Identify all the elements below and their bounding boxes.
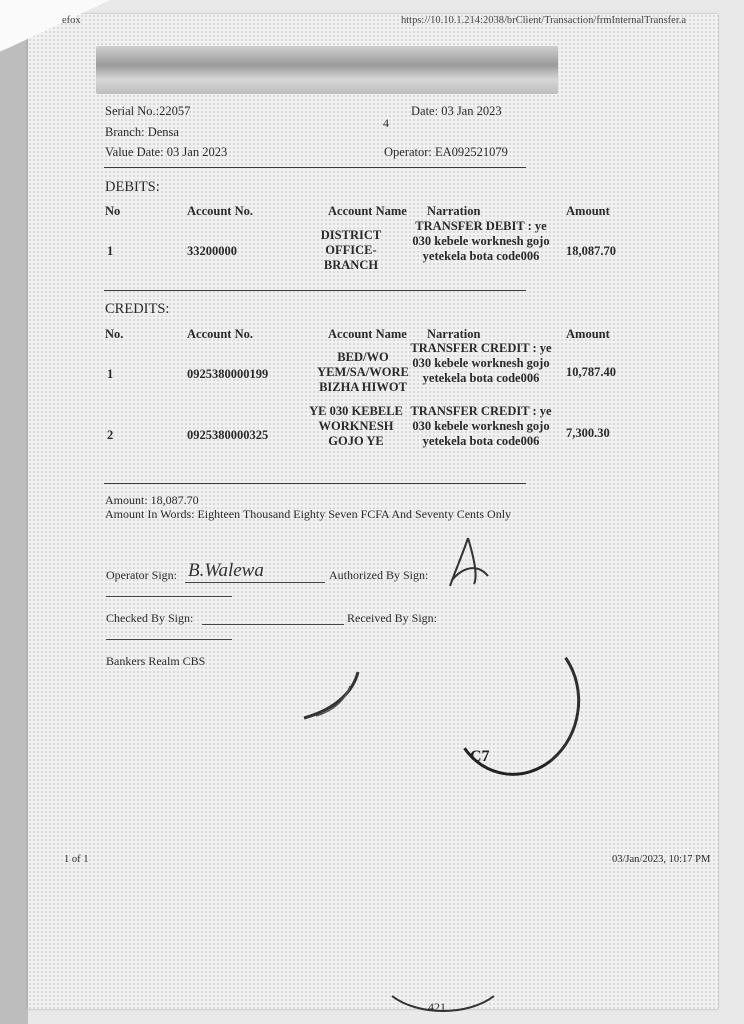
operator-signature: B.Walewa <box>188 560 264 581</box>
debit-row-account: 33200000 <box>187 244 237 258</box>
stamp-text: C7 <box>470 748 490 765</box>
operator-sign-label: Operator Sign: <box>106 568 177 582</box>
branch-name: Branch: Densa <box>105 125 179 139</box>
operator-sign-line <box>185 582 325 583</box>
credits-col-narration: Narration <box>427 327 481 341</box>
debits-col-narration: Narration <box>427 204 481 218</box>
bottom-stamp-number: 421 <box>428 1000 446 1014</box>
credit-row-amount: 7,300.30 <box>566 426 610 440</box>
operator-id: Operator: EA092521079 <box>384 145 508 159</box>
debits-col-account: Account No. <box>187 204 253 218</box>
serial-number: Serial No.:22057 <box>105 104 191 118</box>
debit-row-narration: TRANSFER DEBIT : ye 030 kebele worknesh gojo yetekela bota code006 <box>412 219 550 263</box>
credits-col-name: Account Name <box>328 327 407 341</box>
initials-mark-icon <box>296 668 366 724</box>
total-amount: Amount: 18,087.70 <box>105 493 199 507</box>
credits-title: CREDITS: <box>105 301 170 317</box>
credits-col-account: Account No. <box>187 327 253 341</box>
credits-col-no: No. <box>105 327 124 341</box>
debits-col-no: No <box>105 204 121 218</box>
credit-row-no: 1 <box>107 367 114 381</box>
debits-divider <box>104 290 526 291</box>
credits-col-amount: Amount <box>566 327 610 341</box>
debits-col-amount: Amount <box>566 204 610 218</box>
checked-sign-label: Checked By Sign: <box>106 611 194 625</box>
credit-row-name: YE 030 KEBELE WORKNESH GOJO YE <box>309 404 403 448</box>
transaction-date: Date: 03 Jan 2023 <box>411 104 502 118</box>
credit-row-account: 0925380000325 <box>187 428 269 442</box>
header-divider <box>104 167 526 168</box>
print-timestamp: 03/Jan/2023, 10:17 PM <box>612 854 711 865</box>
bank-logo-banner <box>96 46 558 94</box>
credits-divider <box>104 483 526 484</box>
credit-row-amount: 10,787.40 <box>566 365 616 379</box>
debit-row-name: DISTRICT OFFICE-BRANCH <box>320 228 382 272</box>
debit-row-no: 1 <box>107 244 114 258</box>
credit-row-name: BED/WO YEM/SA/WORE BIZHA HIWOT <box>317 350 409 394</box>
authorized-signature-icon <box>444 536 494 590</box>
value-date: Value Date: 03 Jan 2023 <box>105 145 228 159</box>
credit-row-account: 0925380000199 <box>187 367 269 381</box>
checked-sign-underline <box>106 639 232 640</box>
amount-in-words: Amount In Words: Eighteen Thousand Eighty Seven FCFA And Seventy Cents Only <box>105 507 512 521</box>
credit-row-narration: TRANSFER CREDIT : ye 030 kebele worknesh gojo yetekela bota code006 <box>410 341 552 385</box>
page-count: 1 of 1 <box>64 854 89 865</box>
browser-name-fragment: efox <box>62 15 81 26</box>
scan-background-edge <box>0 0 28 1024</box>
handwritten-mark: 4 <box>383 116 389 130</box>
checked-sign-line <box>202 624 344 625</box>
debits-title: DEBITS: <box>105 179 160 195</box>
credit-row-no: 2 <box>107 428 114 442</box>
system-name: Bankers Realm CBS <box>106 654 206 668</box>
page-url: https://10.10.1.214:2038/brClient/Transaction/frmInternalTransfer.a <box>401 15 687 26</box>
operator-sign-underline <box>106 596 232 597</box>
debits-col-name: Account Name <box>328 204 407 218</box>
received-sign-label: Received By Sign: <box>347 611 437 625</box>
debit-row-amount: 18,087.70 <box>566 244 616 258</box>
credit-row-narration: TRANSFER CREDIT : ye 030 kebele worknesh gojo yetekela bota code006 <box>410 404 552 448</box>
authorized-sign-label: Authorized By Sign: <box>329 568 429 582</box>
